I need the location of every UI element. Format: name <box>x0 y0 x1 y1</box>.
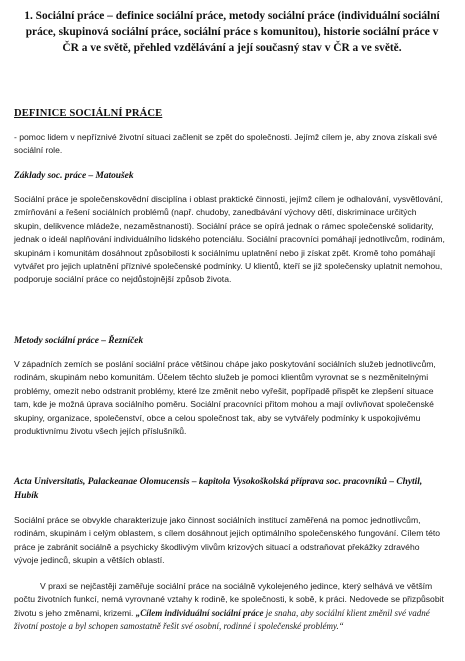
paragraph-practice <box>14 580 446 634</box>
paragraph-practice-emphasis-bold: „Cílem individuální sociální práce <box>135 607 264 618</box>
paragraph-practice-emphasis: je snaha, aby sociální klient změnil své vadné životní postoje a byl schopen samostatně řešit své osobní, rodinné i společenské problémy.“ <box>14 607 430 632</box>
section-title: DEFINICE SOCIÁLNÍ PRÁCE <box>14 108 163 119</box>
source-heading-acta: Acta Universitatis, Palackeanae Olomucensis – kapitola Vysokoškolská příprava soc. pracovníků – Chytil, Hubík <box>14 477 423 501</box>
paragraph-reznicek: V západních zemích se poslání sociální práce většinou chápe jako poskytování sociálních služeb jednotlivcům, rodinám, skupinám nebo komunitám. Účelem těchto služeb je pomoci klientům vyrovnat se s nezměnitelnými problémy, omezit nebo odstranit problémy, které lze změnit nebo vyřešit, popřípadě přispět ke zlepšení situace tam, kde je možná úprava sociálního poměru. Sociální pracovníci přitom mohou a mají ovlivňovat společenské skupiny, organizace, společenství, obce a celou společnost tak, aby se vytvářely podmínky k uspokojivému produktivnímu životu všech jejích příslušníků. <box>14 359 436 437</box>
source-heading-matousek: Základy soc. práce – Matoušek <box>14 171 134 181</box>
chapter-heading: 1. Sociální práce – definice sociální práce, metody sociální práce (individuální sociální práce, skupinová sociální práce, sociální práce s komunitou), historie sociální práce v ČR a ve světě, přehled vzdělávání a její současný stav v ČR a ve světě. <box>24 10 440 54</box>
intro-paragraph: - pomoc lidem v nepříznivé životní situaci začlenit se zpět do společnosti. Jejímž cílem je, aby znova získali své sociální role. <box>14 132 438 156</box>
paragraph-acta: Sociální práce se obvykle charakterizuje jako činnost sociálních institucí zaměřená na pomoc jednotlivcům, rodinám, skupinám i celým oblastem, s cílem dosáhnout jejich optimálního společenského fungování. Cílem této práce je zabránit sociálně a psychicky škodlivým vlivům krizových situací a odstraňovat překážky zdravého vývoje jedinců, skupin a větších oblastí. <box>14 515 441 566</box>
paragraph-practice-lead: V praxi se nejčastěji zaměřuje sociální práce na sociálně vykolejeného jedince, který selhává ve větším počtu životních funkcí, nemá vyrovnané vztahy k rodině, ke společnosti, k sobě, k práci. Nedovede se přizpůsobit životu s jeho změnami, krizemi. <box>14 581 444 618</box>
source-heading-reznicek: Metody sociální práce – Řezníček <box>14 336 144 346</box>
paragraph-matousek: Sociální práce je společenskovědní disciplína i oblast praktické činnosti, jejímž cílem je odhalování, vysvětlování, zmírňování a řešení sociálních problémů (např. chudoby, zanedbávání výchovy dětí, diskriminace určitých skupin, delikvence mládeže, nezaměstnanosti). Sociální práce se opírá jednak o rámec společenské solidarity, jednak o ideál naplňování individuálního lidského potenciálu. Sociální pracovníci pomáhají jednotlivcům, rodinám, skupinám i komunitám dosáhnout způsobilosti k sociálnímu uplatnění nebo ji získat zpět. Kromě toho pomáhají vytvářet pro jejich uplatnění příznivé společenské podmínky. U klientů, kteří se již společensky uplatnit nemohou, podporuje sociální práce co nejdůstojnější způsob života. <box>14 194 445 285</box>
